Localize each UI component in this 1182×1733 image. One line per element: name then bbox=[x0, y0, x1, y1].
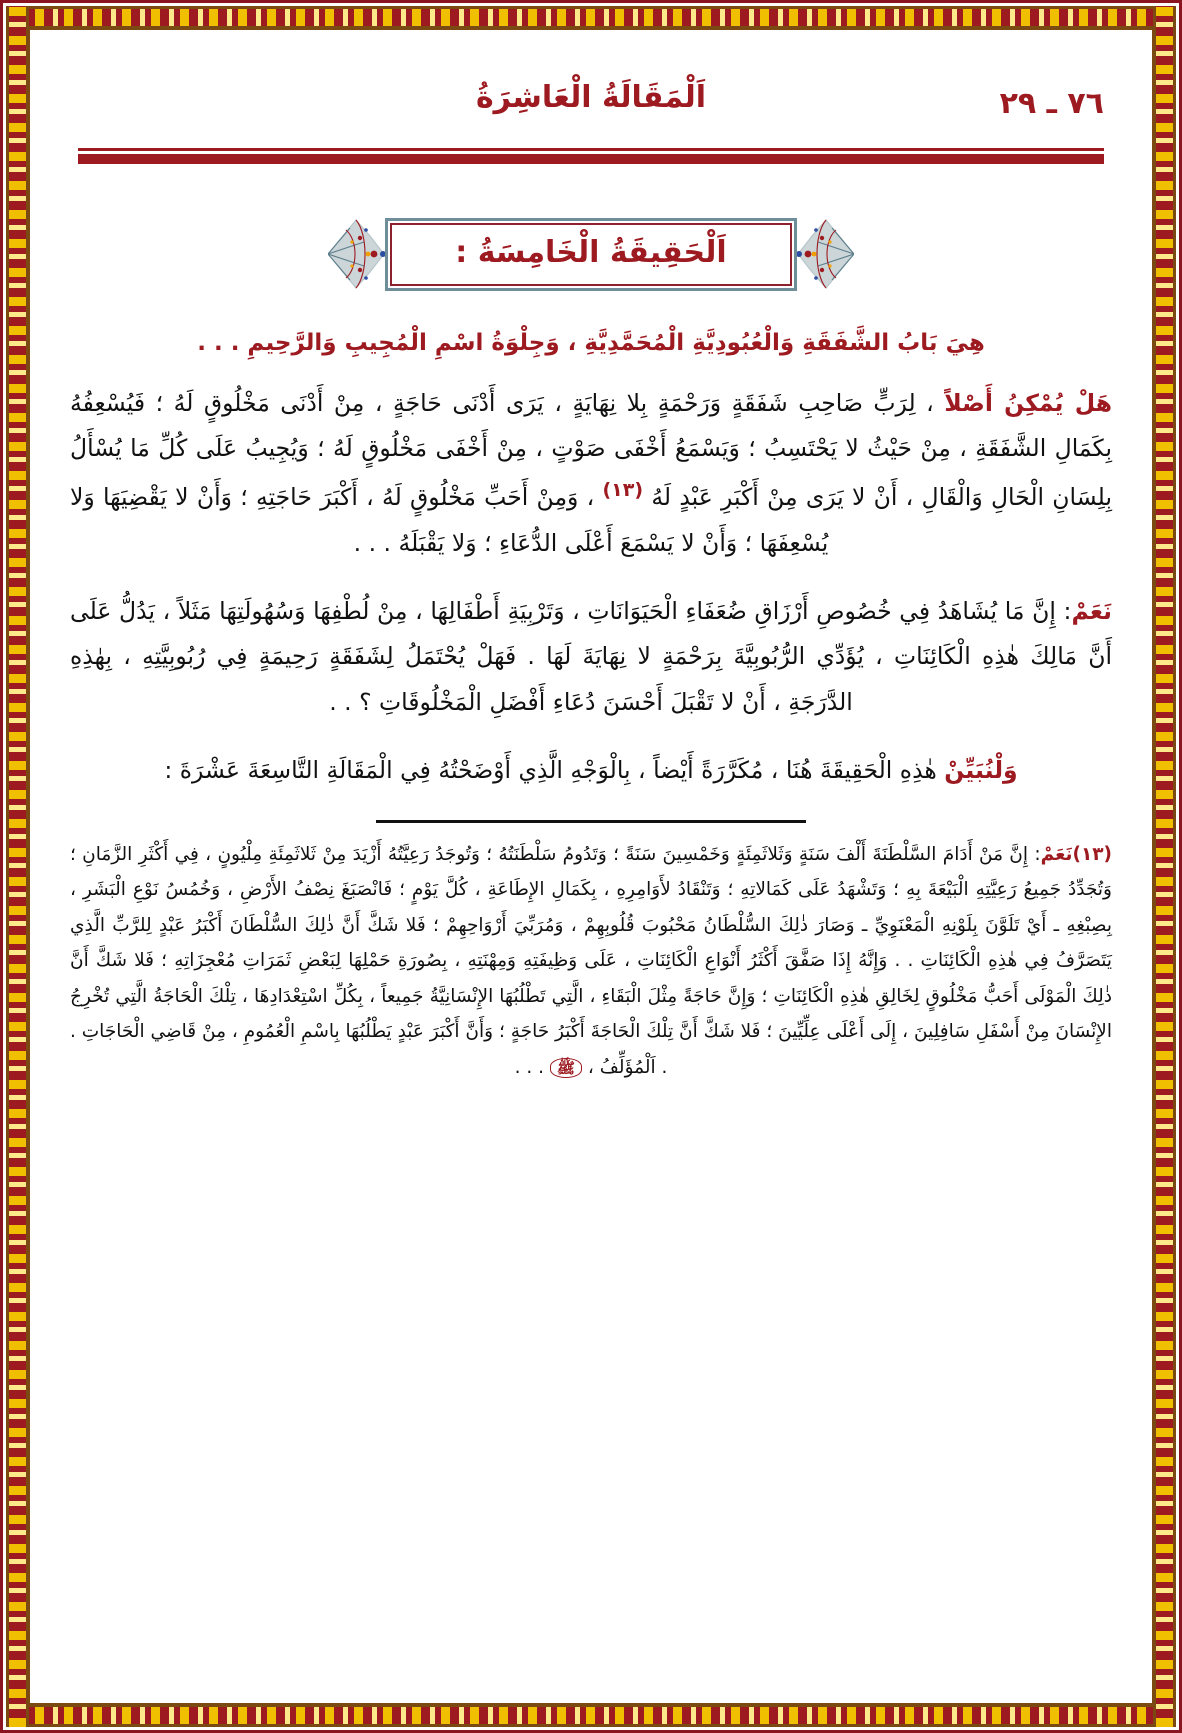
body-text bbox=[70, 381, 1112, 794]
ornament-left-icon bbox=[328, 208, 390, 300]
ornament-right-icon bbox=[792, 208, 854, 300]
paragraph-1-lead: هَلْ يُمْكِنُ أَصْلاً bbox=[944, 388, 1112, 417]
footnote-lead: نَعَمْ bbox=[1040, 843, 1073, 865]
header-rule bbox=[78, 148, 1104, 164]
footnote-ref-13[interactable]: (١٣) bbox=[602, 479, 644, 502]
border-braid-top bbox=[6, 6, 1176, 29]
border-braid-bottom bbox=[6, 1704, 1176, 1727]
salawat-seal-icon: ﷺ bbox=[550, 1058, 582, 1079]
footnote-separator bbox=[376, 820, 806, 823]
paragraph-2-text: : إِنَّ مَا يُشَاهَدُ فِي خُصُوصِ أَرْزَاقِ ضُعَفَاءِ الْحَيَوَانَاتِ ، وَتَرْبِيَةِ أَطْفَالِهَا ، مِنْ لُطْفِهَا وَسُهُولَتِهَا مَثَلاً ، يَدُلُّ عَلَى أَنَّ مَالِكَ هٰذِهِ الْكَائِنَاتِ ، يُؤَدِّي الرُّبُوبِيَّةَ بِرَحْمَةٍ لا نِهَايَةَ لَهَا . فَهَلْ يُحْتَمَلُ لِشَفَقَةٍ رَحِيمَةٍ فِي رُبُوبِيَّتِهِ ، بِهٰذِهِ الدَّرَجَةِ ، أَنْ لا تَقْبَلَ أَحْسَنَ دُعَاءِ أَفْضَلِ الْمَخْلُوقَاتِ ؟ . . bbox=[70, 596, 1112, 717]
page-number: ٧٦ ـ ٢٩ bbox=[999, 86, 1104, 121]
header-rule-thick bbox=[78, 154, 1104, 164]
footnote-block bbox=[70, 837, 1112, 1086]
paragraph-1 bbox=[70, 381, 1112, 567]
paragraph-3-text: هٰذِهِ الْحَقِيقَةَ هُنَا ، مُكَرَّرَةً أَيْضاً ، بِالْوَجْهِ الَّذِي أَوْضَحْتُهُ فِي الْمَقَالَةِ التَّاسِعَةَ عَشْرَةَ : bbox=[164, 756, 945, 785]
section-title-plate bbox=[390, 223, 792, 286]
paragraph-3 bbox=[70, 748, 1112, 794]
footnote-number: (١٣) bbox=[1072, 843, 1112, 865]
footnote-text-a: : إِنَّ مَنْ أَدَامَ السَّلْطَنَةَ أَلْفَ سَنَةٍ وَثَلاثَمِئَةٍ وَخَمْسِينَ سَنَةً ؛ وَتَدُومُ سَلْطَنَتُهُ ؛ وَتُوجَدُ رَعِيَّتُهُ أَزْيَدَ مِنْ ثَلاثَمِئَةِ مِلْيُونٍ ، فِي أَكْثَرِ الزَّمَانِ ؛ وَتُجَدِّدُ جَمِيعُ رَعِيَّتِهِ الْبَيْعَةَ بِهِ ؛ وَتَشْهَدُ عَلَى كَمَالاتِهِ ؛ وَتَنْقَادُ لأَوَامِرِهِ ، بِكَمَالِ الإِطَاعَةِ ، كُلَّ يَوْمٍ ؛ فَانْصَبَغَ نِصْفُ الأَرْضِ ، وَخُمُسُ نَوْعِ الْبَشَرِ ، بِصِبْغِهِ ـ أَيْ تَلَوَّنَ بِلَوْنِهِ الْمَعْنَوِيِّ ـ وَصَارَ ذٰلِكَ السُّلْطَانُ مَحْبُوبَ قُلُوبِهِمْ ، وَمُرَبِّيَ أَرْوَاحِهِمْ ؛ فَلا شَكَّ أَنَّ ذٰلِكَ السُّلْطَانَ أَكْبَرُ عَبْدٍ لِلرَّبِّ الَّذِي يَتَصَرَّفُ فِي هٰذِهِ الْكَائِنَاتِ . . وَإِنَّهُ إِذَا صَفَّقَ أَكْثَرُ أَنْوَاعِ الْكَائِنَاتِ ، عَلَى وَظِيفَتِهِ وَمِهْنَتِهِ ، بِصُورَةِ حَمْلِهَا لِبَعْضِ ثَمَرَاتِ مُعْجِزَاتِهِ ؛ فَلا شَكَّ أَنَّ ذٰلِكَ الْمَوْلَى أَحَبُّ مَخْلُوقٍ لِخَالِقِ هٰذِهِ الْكَائِنَاتِ ؛ وَإِنَّ حَاجَةً مِثْلَ الْبَقَاءِ ، الَّتِي تَطْلُبُهَا الإِنْسَانِيَّةُ جَمِيعاً ، بِكُلِّ اسْتِعْدَادِهَا ، تِلْكَ الْحَاجَةُ الَّتِي تُخْرِجُ الإِنْسَانَ مِنْ أَسْفَلِ سَافِلِينَ ، إِلَى أَعْلَى عِلِّيِّينَ ؛ فَلا شَكَّ أَنَّ تِلْكَ الْحَاجَةَ أَكْبَرُ حَاجَةٍ ؛ وَأَنَّ أَكْبَرَ عَبْدٍ يَطْلُبُهَا بِاسْمِ الْعُمُومِ ، مِنْ قَاضِي الْحَاجَاتِ . . اَلْمُؤَلِّفُ ، bbox=[70, 843, 1112, 1078]
paragraph-1-text-b: ، وَمِنْ أَحَبِّ مَخْلُوقٍ لَهُ ، أَكْبَرَ حَاجَتِهِ ؛ وَأَنْ لا يَقْضِيَهَا وَلا يُسْعِفَهَا ؛ وَأَنْ لا يَسْمَعَ أَعْلَى الدُّعَاءِ ؛ وَلا يَقْبَلَهُ . . . bbox=[70, 482, 829, 557]
page-header bbox=[78, 70, 1104, 142]
border-braid-right bbox=[1153, 6, 1176, 1727]
footnote-text-b: . . . bbox=[514, 1056, 550, 1078]
chapter-title: اَلْمَقَالَةُ الْعَاشِرَةُ bbox=[475, 80, 707, 115]
paragraph-1-text-a: ، لِرَبٍّ صَاحِبِ شَفَقَةٍ وَرَحْمَةٍ بِلا نِهَايَةٍ ، يَرَى أَدْنَى حَاجَةٍ ، مِنْ أَدْنَى مَخْلُوقٍ لَهُ ؛ فَيُسْعِفُهُ بِكَمَالِ الشَّفَقَةِ ، مِنْ حَيْثُ لا يَحْتَسِبُ ؛ وَيَسْمَعُ أَخْفَى صَوْتٍ ، مِنْ أَخْفَى مَخْلُوقٍ لَهُ ؛ وَيُجِيبُ عَلَى كُلِّ مَا يُسْأَلُ بِلِسَانِ الْحَالِ وَالْقَالِ ، أَنْ لا يَرَى مِنْ أَكْبَرِ عَبْدٍ لَهُ bbox=[70, 388, 1112, 511]
section-title: اَلْحَقِيقَةُ الْخَامِسَةُ : bbox=[455, 234, 727, 270]
section-title-plate-wrap bbox=[40, 208, 1142, 300]
paragraph-2-lead: نَعَمْ bbox=[1071, 596, 1112, 625]
paragraph-3-lead: وَلْنُبَيِّنْ bbox=[944, 756, 1018, 785]
section-subtitle: هِيَ بَابُ الشَّفَقَةِ وَالْعُبُودِيَّةِ الْمُحَمَّدِيَّةِ ، وَجِلْوَةُ اسْمِ الْمُجِيبِ وَالرَّحِيمِ . . . bbox=[197, 330, 985, 356]
paragraph-2 bbox=[70, 589, 1112, 726]
page-content bbox=[40, 40, 1142, 1693]
border-braid-left bbox=[6, 6, 29, 1727]
